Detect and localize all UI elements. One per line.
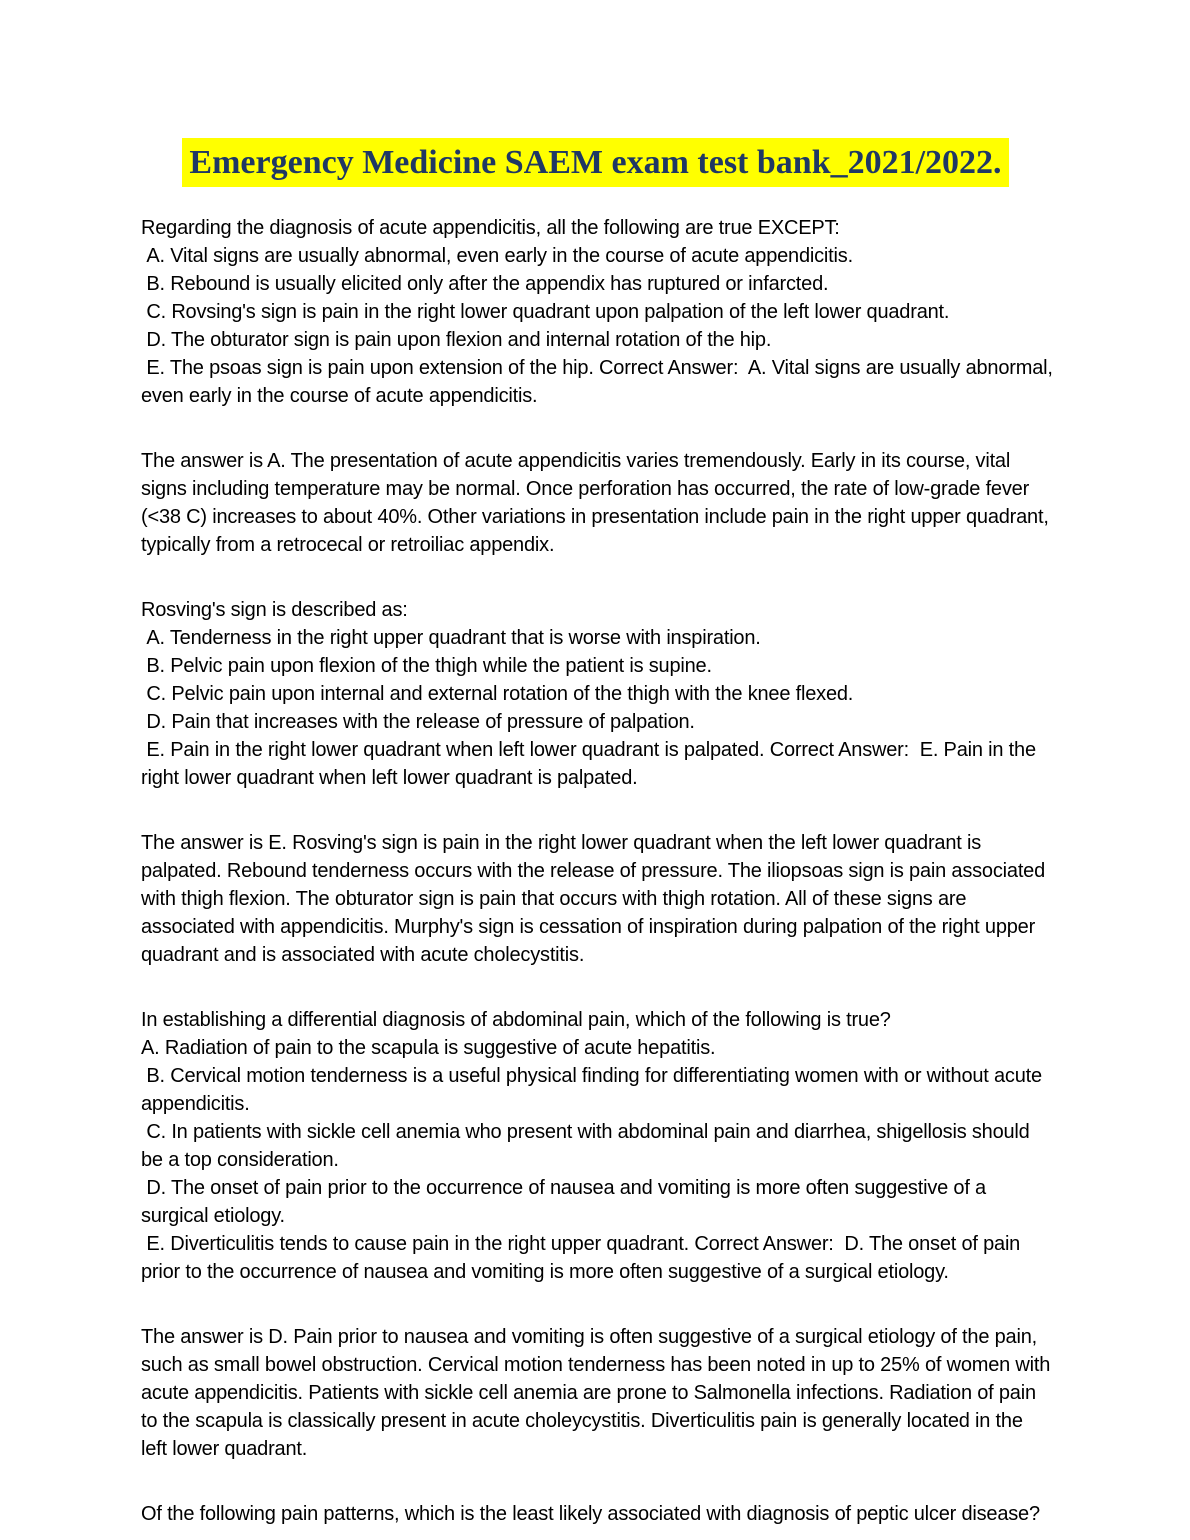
text-line: C. Pelvic pain upon internal and external rotation of the thigh with the knee flexed. (141, 683, 854, 705)
text-line: E. The psoas sign is pain upon extension of the hip. Correct Answer: A. Vital signs are usually abnormal, even early in the course of acute appendicitis. (141, 357, 1059, 407)
text-line: B. Rebound is usually elicited only after the appendix has ruptured or infarcted. (141, 273, 829, 295)
paragraph (141, 214, 1059, 410)
paragraph (141, 1323, 1056, 1463)
text-line: Regarding the diagnosis of acute appendicitis, all the following are true EXCEPT: (141, 217, 840, 239)
paragraph (141, 596, 1053, 792)
document-body (141, 214, 1059, 1528)
text-line: The answer is D. Pain prior to nausea and vomiting is often suggestive of a surgical etiology of the pain, such as small bowel obstruction. Cervical motion tenderness has been noted in up to 25% of women with acute appendicitis. Patients with sickle cell anemia are prone to Salmonella infections. Radiation of pain to the scapula is classically present in acute choleycystitis. Diverticulitis pain is generally located in the left lower quadrant. (141, 1326, 1056, 1460)
text-line: D. Pain that increases with the release of pressure of palpation. (141, 711, 695, 733)
text-line: C. Rovsing's sign is pain in the right lower quadrant upon palpation of the left lower quadrant. (141, 301, 950, 323)
title-row (141, 138, 1050, 187)
paragraph (141, 447, 1053, 559)
text-line: The answer is E. Rosving's sign is pain in the right lower quadrant when the left lower quadrant is palpated. Rebound tenderness occurs with the release of pressure. The iliopsoas sign is pain associated with thigh flexion. The obturator sign is pain that occurs with thigh rotation. All of these signs are associated with appendicitis. Murphy's sign is cessation of inspiration during palpation of the right upper quadrant and is associated with acute cholecystitis. (141, 832, 1051, 966)
text-line: E. Pain in the right lower quadrant when left lower quadrant is palpated. Correct Answer: E. Pain in the right lower quadrant when left lower quadrant is palpated. (141, 739, 1042, 789)
paragraph (141, 1500, 1053, 1528)
text-line: B. Pelvic pain upon flexion of the thigh while the patient is supine. (141, 655, 712, 677)
text-line: E. Diverticulitis tends to cause pain in the right upper quadrant. Correct Answer: D. The onset of pain prior to the occurrence of nausea and vomiting is more often suggestive of a surgical etiology. (141, 1233, 1026, 1283)
document-title: Emergency Medicine SAEM exam test bank_2021/2022. (182, 138, 1008, 187)
text-line: Rosving's sign is described as: (141, 599, 408, 621)
text-line: Of the following pain patterns, which is the least likely associated with diagnosis of peptic ulcer disease? (141, 1503, 1040, 1525)
text-line: B. Cervical motion tenderness is a useful physical finding for differentiating women with or without acute appendicitis. (141, 1065, 1048, 1115)
text-line: A. Tenderness in the right upper quadrant that is worse with inspiration. (141, 627, 761, 649)
paragraph (141, 829, 1053, 969)
text-line: D. The obturator sign is pain upon flexion and internal rotation of the hip. (141, 329, 772, 351)
paragraph (141, 1006, 1053, 1286)
text-line: A. Vital signs are usually abnormal, even early in the course of acute appendicitis. (141, 245, 853, 267)
text-line: A. Radiation of pain to the scapula is suggestive of acute hepatitis. (141, 1037, 716, 1059)
text-line: In establishing a differential diagnosis of abdominal pain, which of the following is true? (141, 1009, 891, 1031)
text-line: C. In patients with sickle cell anemia who present with abdominal pain and diarrhea, shigellosis should be a top consideration. (141, 1121, 1035, 1171)
text-line: D. The onset of pain prior to the occurrence of nausea and vomiting is more often suggestive of a surgical etiology. (141, 1177, 992, 1227)
text-line: The answer is A. The presentation of acute appendicitis varies tremendously. Early in its course, vital signs including temperature may be normal. Once perforation has occurred, the rate of low-grade fever (<38 C) increases to about 40%. Other variations in presentation include pain in the right upper quadrant, typically from a retrocecal or retroiliac appendix. (141, 450, 1055, 556)
